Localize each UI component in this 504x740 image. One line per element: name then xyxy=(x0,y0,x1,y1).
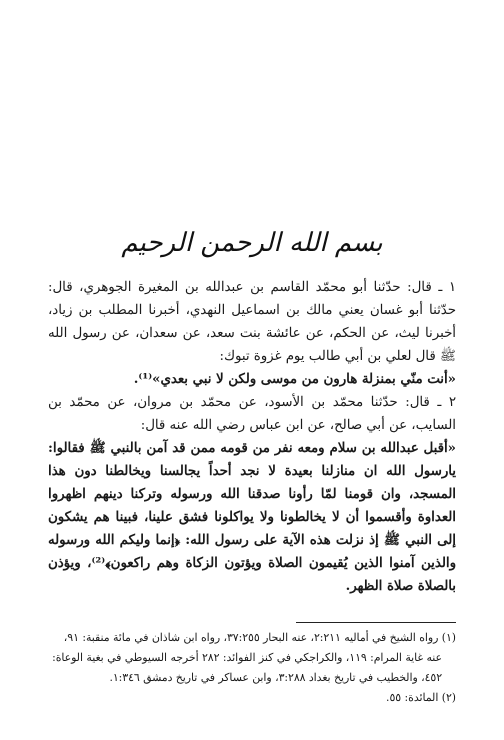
footnote-divider xyxy=(296,622,456,623)
footnote-2: (٢) المائدة: ٥٥. xyxy=(386,691,456,704)
footnote-1-line-2: عنه غاية المرام: ١١٩، والكراجكي في كنز الفوائد: ٢٨٢ أخرجه السيوطي في بغية الوعاة: xyxy=(52,651,442,664)
hadith-1-quote: «أنت منّي بمنزلة هارون من موسى ولكن لا نبي بعدي»⁽¹⁾. xyxy=(133,372,456,387)
hadith-1-intro: ١ ـ قال: حدّثنا أبو محمّد القاسم بن عبدالله بن المغيرة الجوهري، قال: حدّثنا أبو غسان يعني مالك بن اسماعيل النهدي، أخبرنا المطلب بن زياد، أخبرنا ليث، عن الحكم، عن عائشة بنت سعد، عن سعدان، عن رسول الله ﷺ قال لعلي بن أبي طالب يوم غزوة تبوك: xyxy=(48,280,456,364)
main-text-block xyxy=(48,276,456,598)
footnotes-block xyxy=(48,628,456,708)
footnote-1-line-3: ٤٥٢، والخطيب في تاريخ بغداد ٣:٢٨٨، وابن عساكر في تاريخ دمشق ١:٣٤٦. xyxy=(109,671,442,684)
hadith-2-intro: ٢ ـ قال: حدّثنا محمّد بن الأسود، عن محمّد بن مروان، عن محمّد بن السايب، عن أبي صالح، عن ابن عباس رضي الله عنه قال: xyxy=(48,395,456,433)
hadith-2-quote: «أقبل عبدالله بن سلام ومعه نفر من قومه ممن قد آمن بالنبي ﷺ فقالوا: يارسول الله ان منازلنا بعيدة لا نجد أحداً يجالسنا ويخالطنا دون هذا المسجد، وان قومنا لمّا رأونا صدقنا الله ورسوله وتركنا دينهم اظهروا العداوة وأقسموا أن لا يخالطونا ولا يواكلونا فشق علينا، فبينا هم يشكون إلى النبي ﷺ إذ نزلت هذه الآية على رسول الله: ﴿إنما وليكم الله ورسوله والذين آمنوا الذين يُقيمون الصلاة ويؤتون الزكاة وهم راكعون﴾⁽²⁾، ويؤذن بالصلاة صلاة الظهر. xyxy=(48,441,456,594)
footnote-1-line-1: (١) رواه الشيخ في أماليه ٢:٢١١، عنه البحار ٣٧:٢٥٥، رواه ابن شاذان في مائة منقبة: ٩١، xyxy=(63,631,456,644)
basmala-heading: بسم الله الرحمن الرحيم xyxy=(121,228,383,258)
